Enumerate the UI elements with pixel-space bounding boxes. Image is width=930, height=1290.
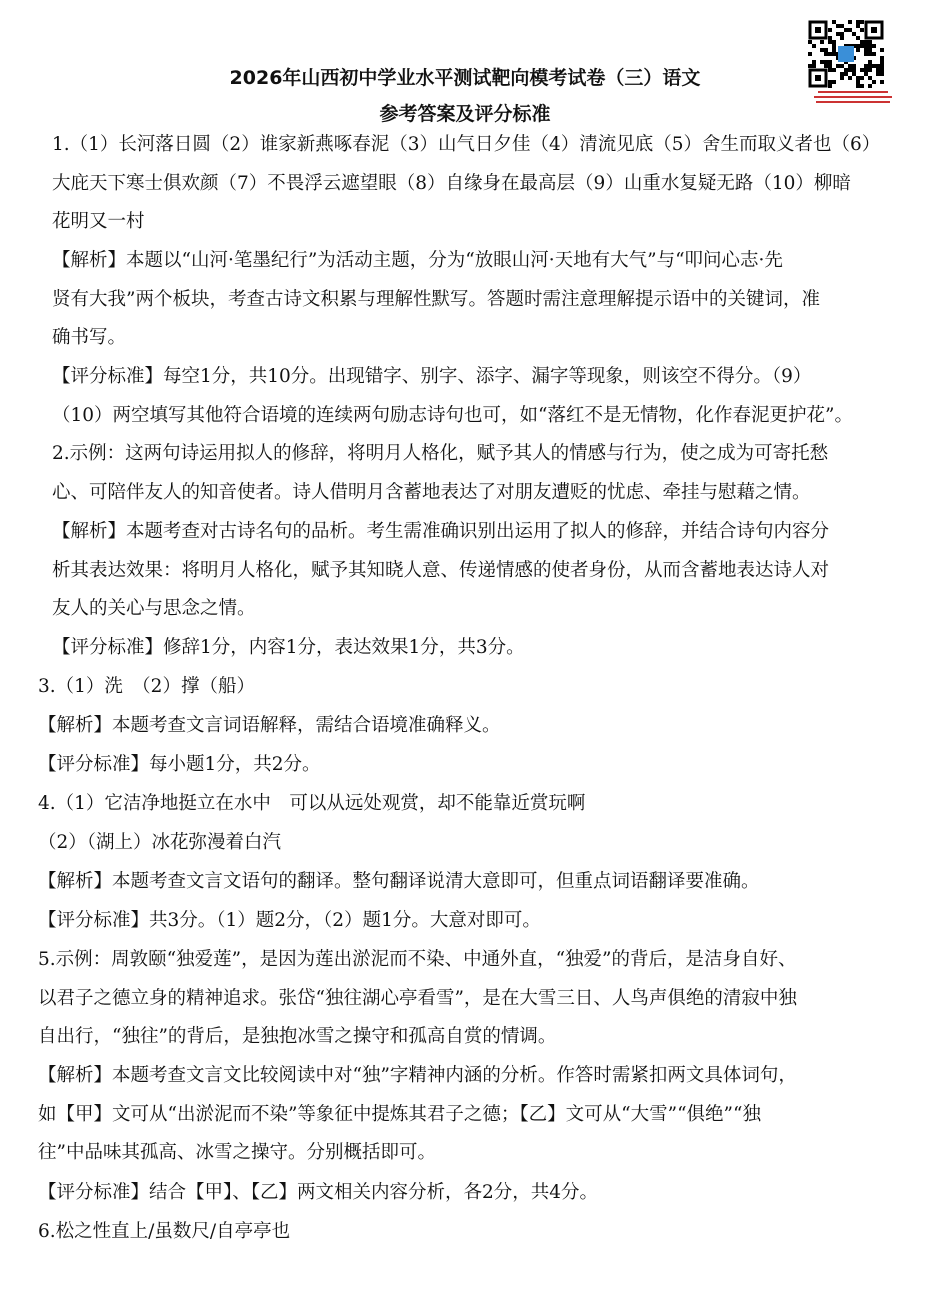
text-line: 5.示例：周敦颐“独爱莲”，是因为莲出淤泥而不染、中通外直，“独爱”的背后，是洁身自好、 [38,949,797,970]
text-line: 以君子之德立身的精神追求。张岱“独往湖心亭看雪”，是在大雪三日、人鸟声俱绝的清寂中独 [38,987,797,1009]
answer-paragraph [38,707,501,746]
text-line: 【解析】本题考查文言文比较阅读中对“独”字精神内涵的分析。作答时需紧扣两文具体词句， [38,1065,797,1086]
text-line: 4.（1）它洁净地挺立在水中 可以从远处观赏，却不能靠近赏玩啊 [38,793,586,814]
text-line: 【解析】本题以“山河·笔墨纪行”为活动主题，分为“放眼山河·天地有大气”与“叩问心志·先 [52,250,783,271]
qr-caption [812,90,894,105]
text-line: 【评分标准】结合【甲】、【乙】两文相关内容分析，各2分，共4分。 [38,1182,599,1203]
answer-paragraph [38,746,321,785]
text-line: 确书写。 [52,327,127,349]
answer-paragraph [38,785,585,824]
answer-paragraph [52,513,829,629]
text-line: （2）（湖上）冰花弥漫着白汽 [38,832,282,853]
answer-paragraph [38,668,255,707]
document-title: 2026年山西初中学业水平测试靶向模考试卷（三）语文 [229,67,701,89]
text-line: 自出行，“独往”的背后，是独抱冰雪之操守和孤高自赏的情调。 [38,1026,557,1048]
answer-paragraph [38,902,541,941]
text-line: 往”中品味其孤高、冰雪之操守。分别概括即可。 [38,1142,436,1164]
answer-paragraph [52,629,525,668]
text-line: 【解析】本题考查对古诗名句的品析。考生需准确识别出运用了拟人的修辞，并结合诗句内容分 [52,521,830,542]
text-line: 【评分标准】每小题1分，共2分。 [38,754,321,775]
text-line: 贤有大我”两个板块，考查古诗文积累与理解性默写。答题时需注意理解提示语中的关键词，准 [52,288,820,310]
text-line: 6.松之性直上/虽数尺/自亭亭也 [38,1221,291,1242]
text-line: 心、可陪伴友人的知音使者。诗人借明月含蓄地表达了对朋友遭贬的忧虑、牵挂与慰藉之情。 [52,481,811,503]
text-line: 析其表达效果：将明月人格化，赋予其知晓人意、传递情感的使者身份，从而含蓄地表达诗人对 [52,559,830,581]
answer-paragraph [52,242,820,358]
text-line: 【评分标准】每空1分，共10分。出现错字、别字、添字、漏字等现象，则该空不得分。（9） [52,366,812,387]
answer-paragraph [52,358,853,435]
text-line: 大庇天下寒士俱欢颜（7）不畏浮云遮望眼（8）自缘身在最高层（9）山重水复疑无路（10）柳暗 [52,172,851,194]
text-line: 花明又一村 [52,211,145,233]
text-line: 【评分标准】修辞1分，内容1分，表达效果1分，共3分。 [52,637,525,658]
text-line: 3.（1）洗 （2）撑（船） [38,676,255,697]
answer-paragraph [38,824,281,863]
answer-paragraph [52,435,828,512]
text-line: 【评分标准】共3分。（1）题2分，（2）题1分。大意对即可。 [38,910,541,931]
answer-paragraph [52,126,880,242]
text-line: 【解析】本题考查文言文语句的翻译。整句翻译说清大意即可，但重点词语翻译要准确。 [38,871,760,892]
answer-paragraph [38,863,760,902]
document-subtitle: 参考答案及评分标准 [379,103,551,125]
text-line: 2.示例：这两句诗运用拟人的修辞，将明月人格化，赋予其人的情感与行为，使之成为可寄托愁 [52,443,829,464]
text-line: 如【甲】文可从“出淤泥而不染”等象征中提炼其君子之德；【乙】文可从“大雪”“俱绝”“独 [38,1103,761,1125]
text-line: 【解析】本题考查文言词语解释，需结合语境准确释义。 [38,715,501,736]
text-line: （10）两空填写其他符合语境的连续两句励志诗句也可，如“落红不是无情物，化作春泥更护花”。 [52,404,853,426]
answer-paragraph [38,1174,598,1213]
qr-code-icon [808,20,884,88]
answer-paragraph [38,941,797,1057]
text-line: 友人的关心与思念之情。 [52,598,256,620]
answer-paragraph [38,1213,290,1252]
answer-paragraph [38,1057,797,1173]
text-line: 1.（1）长河落日圆（2）谁家新燕啄春泥（3）山气日夕佳（4）清流见底（5）舍生而取义者也（6） [52,134,881,155]
